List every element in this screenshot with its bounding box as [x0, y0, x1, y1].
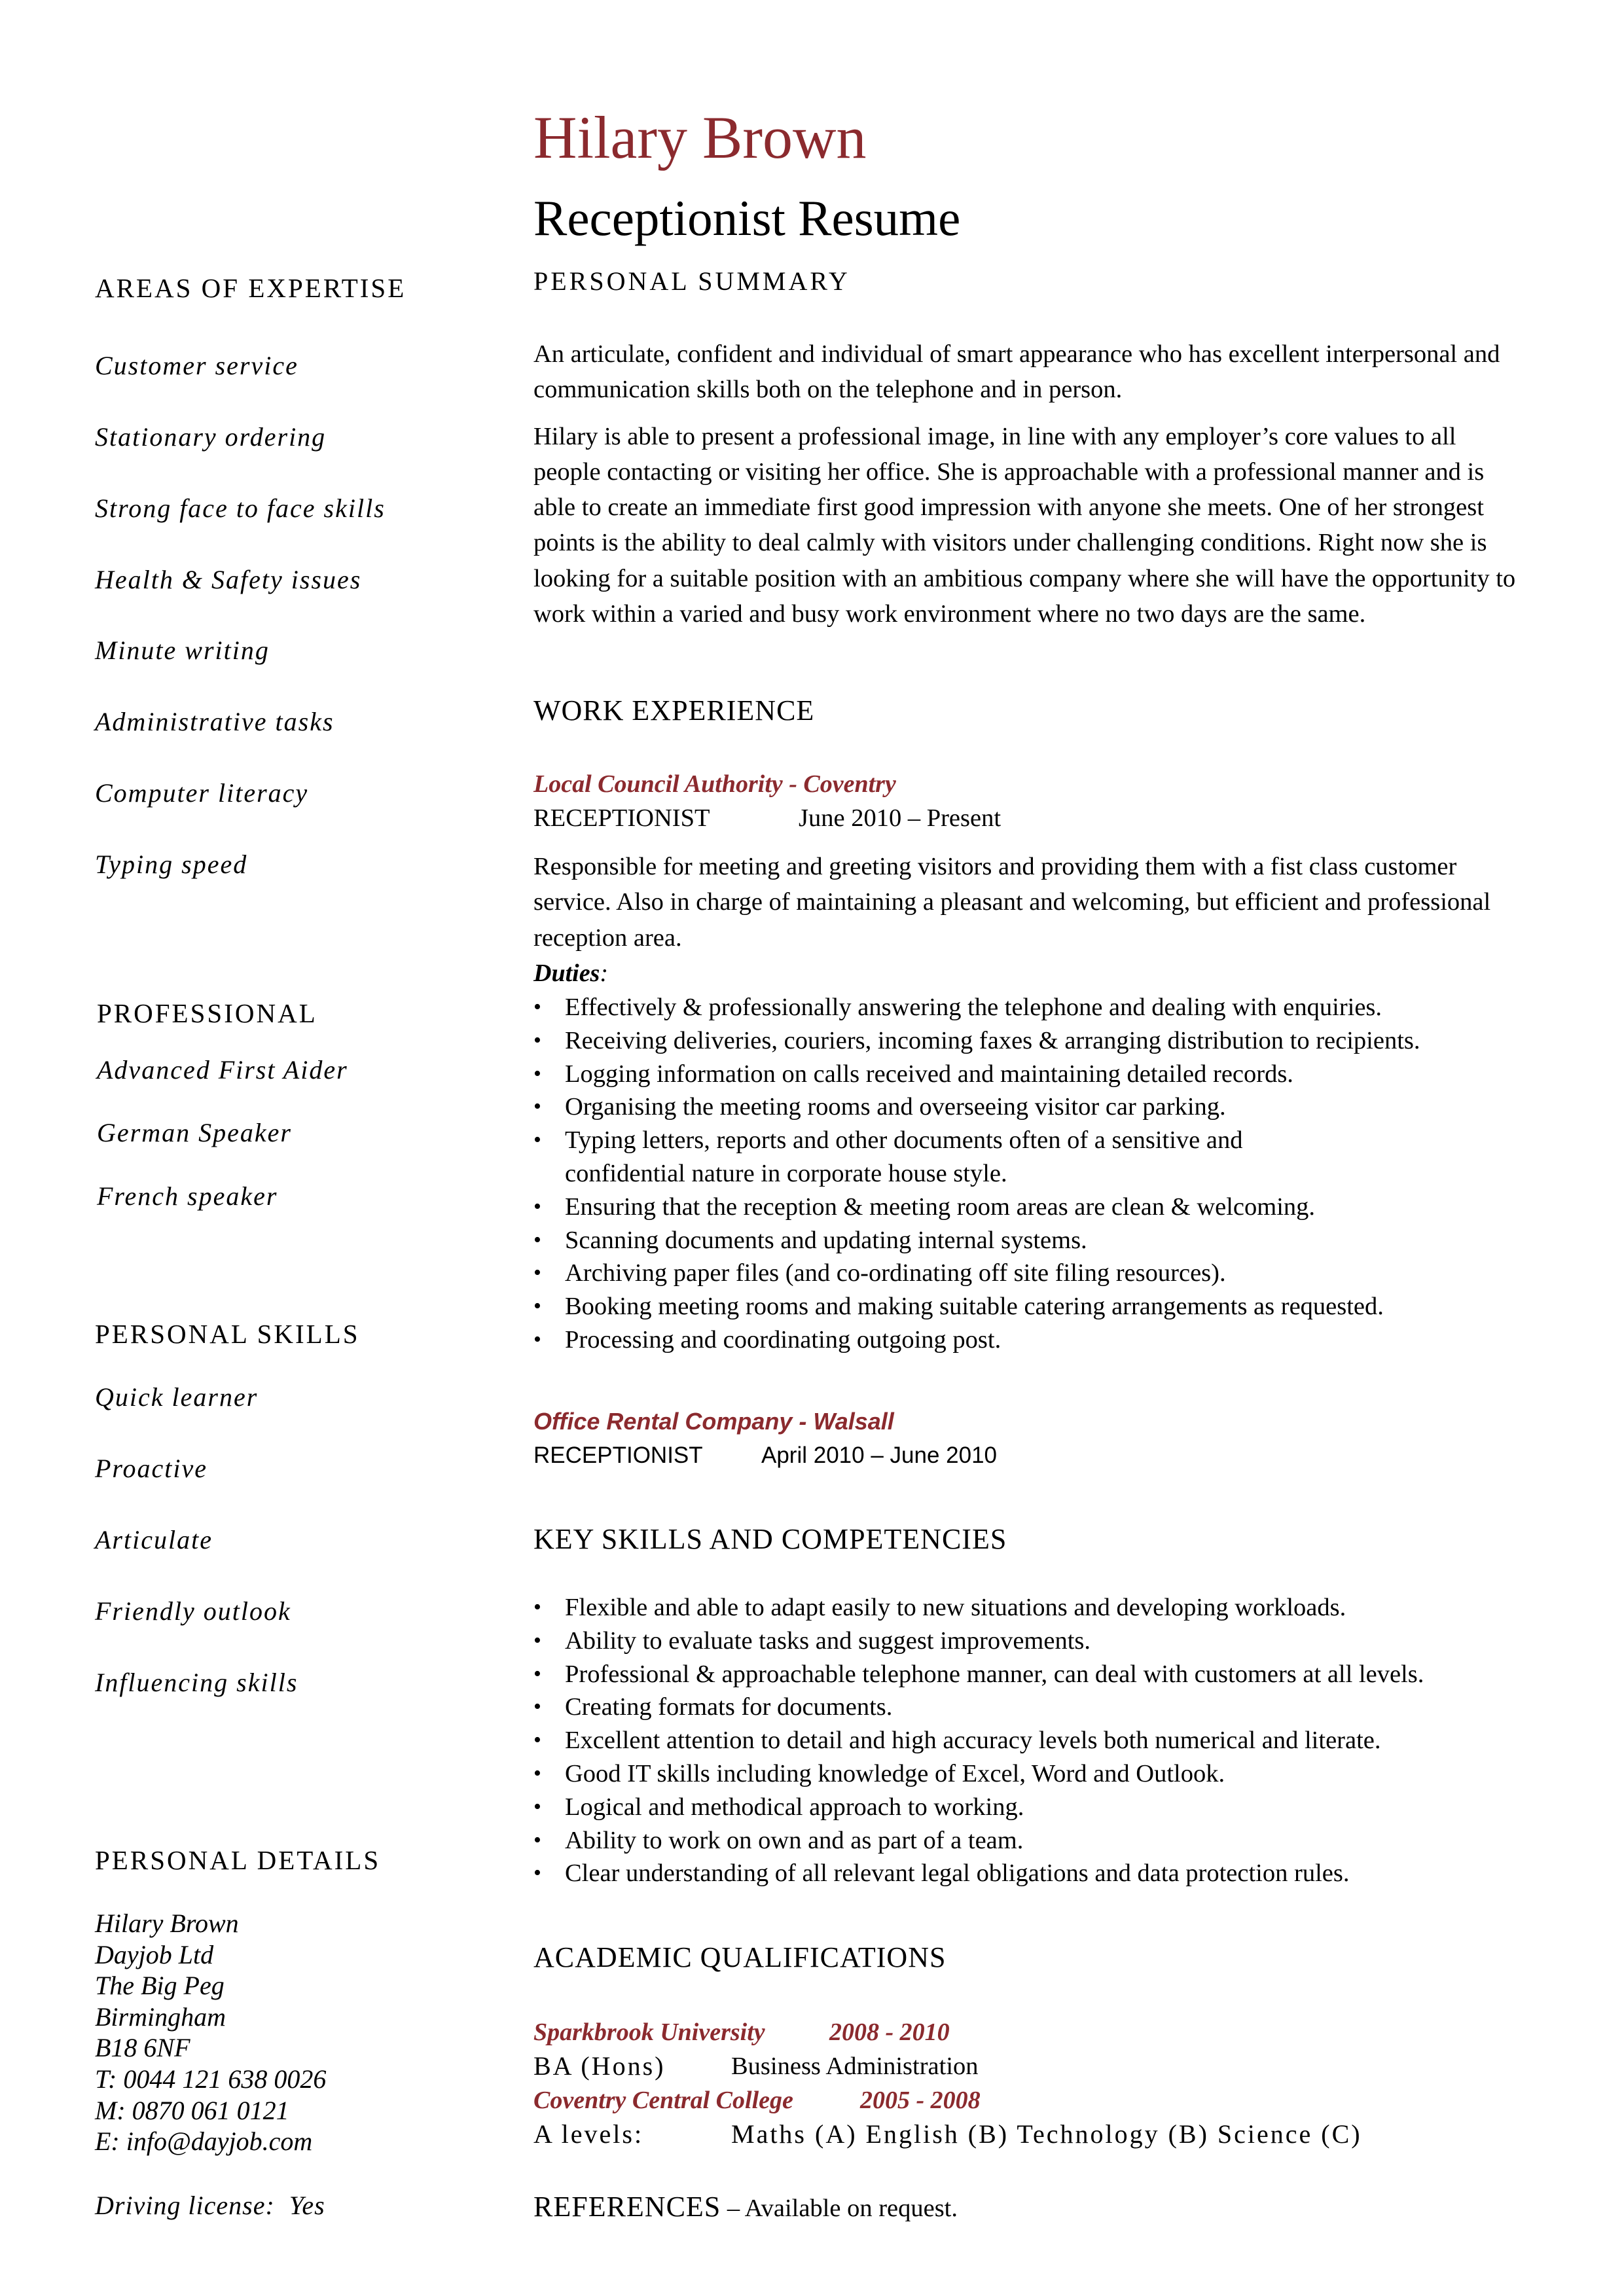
qualification-award: BA (Hons): [533, 2051, 666, 2081]
expertise-item: Customer service: [95, 351, 298, 380]
summary-paragraph: Hilary is able to present a professional image, in line with any employer’s core values to all people contacting or visiting her office. She is approachable with a professional manner and is able to create an immediate first good impression with anyone she meets. One of her strongest points is the ability to deal calmly with visitors under challenging conditions. Right now she is looking for a suitable position with an ambitious company where she will have the opportunity to work within a varied and busy work environment where no two days are the same.: [533, 422, 1516, 628]
duty-item: • Logging information on calls received and maintaining detailed records.: [533, 1058, 1535, 1091]
skill-item: • Ability to work on own and as part of a team.: [533, 1824, 1535, 1857]
duties-label-text: Duties: [533, 960, 600, 987]
contact-company: Dayjob Ltd: [95, 1939, 214, 1969]
driving-license: Driving license: Yes: [95, 2191, 325, 2220]
references-text: – Available on request.: [721, 2195, 958, 2222]
expertise-item: Typing speed: [95, 850, 248, 879]
contact-address-line: The Big Peg: [95, 1971, 225, 2001]
professional-item: German Speaker: [97, 1118, 292, 1147]
duty-item: • Organising the meeting rooms and overseeing visitor car parking.: [533, 1090, 1535, 1124]
employer-name: Office Rental Company - Walsall: [533, 1408, 894, 1435]
duties-label-colon: :: [600, 960, 609, 987]
expertise-item: Minute writing: [95, 636, 270, 665]
personal-skill-item: Proactive: [95, 1454, 208, 1483]
expertise-item: Stationary ordering: [95, 422, 327, 452]
duty-item: • Processing and coordinating outgoing post.: [533, 1323, 1535, 1357]
expertise-item: Computer literacy: [95, 778, 309, 808]
personal-skill-item: Quick learner: [95, 1382, 259, 1412]
skill-item: • Flexible and able to adapt easily to new situations and developing workloads.: [533, 1591, 1535, 1624]
references: [533, 2189, 958, 2227]
qualification-subject: Maths (A) English (B) Technology (B) Science (C): [731, 2119, 1362, 2149]
institution-name: Coventry Central College: [533, 2087, 793, 2114]
institution-name: Sparkbrook University: [533, 2018, 765, 2046]
key-skills-heading: KEY SKILLS AND COMPETENCIES: [533, 1523, 1007, 1555]
skill-item: • Excellent attention to detail and high accuracy levels both numerical and literate.: [533, 1724, 1535, 1757]
qualification-award: A levels:: [533, 2119, 644, 2149]
candidate-name: Hilary Brown: [533, 104, 867, 171]
duties-label: [533, 957, 608, 990]
key-skills-list: [533, 1591, 1535, 1890]
personal-skill-item: Articulate: [95, 1525, 213, 1554]
work-experience-heading: WORK EXPERIENCE: [533, 694, 815, 726]
contact-email: E: info@dayjob.com: [95, 2126, 313, 2157]
skill-item: • Ability to evaluate tasks and suggest improvements.: [533, 1624, 1535, 1658]
contact-mobile: M: 0870 061 0121: [95, 2095, 289, 2125]
skill-item: • Clear understanding of all relevant legal obligations and data protection rules.: [533, 1857, 1535, 1890]
qualification-years: 2005 - 2008: [860, 2087, 981, 2114]
duty-item: • Archiving paper files (and co-ordinating off site filing resources).: [533, 1257, 1535, 1290]
qualification-years: 2008 - 2010: [829, 2018, 950, 2046]
job-description: Responsible for meeting and greeting visitors and providing them with a fist class customer service. Also in charge of maintaining a pleasant and welcoming, but efficient and professional reception area.: [533, 853, 1491, 952]
duty-item: • Scanning documents and updating internal systems.: [533, 1224, 1535, 1257]
skill-item: • Creating formats for documents.: [533, 1691, 1535, 1724]
personal-skill-item: Influencing skills: [95, 1668, 298, 1697]
qualification-subject: Business Administration: [731, 2053, 979, 2080]
job-title: RECEPTIONIST: [533, 1443, 703, 1468]
personal-skill-item: Friendly outlook: [95, 1596, 291, 1626]
expertise-item: Strong face to face skills: [95, 493, 386, 523]
contact-details: [95, 1908, 326, 2157]
personal-details-heading: PERSONAL DETAILS: [95, 1845, 381, 1875]
resume-title: Receptionist Resume: [533, 190, 961, 246]
duty-item: • Booking meeting rooms and making suitable catering arrangements as requested.: [533, 1290, 1535, 1323]
expertise-heading: AREAS OF EXPERTISE: [95, 273, 406, 303]
job-title: RECEPTIONIST: [533, 804, 710, 832]
summary-paragraph: An articulate, confident and individual of smart appearance who has excellent interpersonal and communication skills both on the telephone and in person.: [533, 340, 1500, 404]
skill-item: • Good IT skills including knowledge of Excel, Word and Outlook.: [533, 1757, 1535, 1791]
duty-item: • Typing letters, reports and other documents often of a sensitive and confidential nature in corporate house style.: [533, 1124, 1350, 1191]
duty-item: • Receiving deliveries, couriers, incoming faxes & arranging distribution to recipients.: [533, 1024, 1535, 1058]
academic-heading: ACADEMIC QUALIFICATIONS: [533, 1941, 947, 1973]
contact-city: Birmingham: [95, 2001, 226, 2032]
contact-name: Hilary Brown: [95, 1909, 239, 1938]
skill-item: • Professional & approachable telephone manner, can deal with customers at all levels.: [533, 1658, 1535, 1691]
contact-telephone: T: 0044 121 638 0026: [95, 2064, 327, 2094]
personal-skills-heading: PERSONAL SKILLS: [95, 1319, 360, 1349]
personal-summary-heading: PERSONAL SUMMARY: [533, 266, 850, 296]
professional-item: Advanced First Aider: [97, 1055, 348, 1085]
job-dates: April 2010 – June 2010: [761, 1443, 997, 1468]
expertise-item: Health & Safety issues: [95, 565, 362, 594]
expertise-item: Administrative tasks: [95, 707, 334, 736]
duties-list: [533, 991, 1535, 1357]
skill-item: • Logical and methodical approach to working.: [533, 1791, 1535, 1824]
professional-heading: PROFESSIONAL: [97, 998, 317, 1028]
employer-name: Local Council Authority - Coventry: [533, 770, 896, 798]
duty-item: • Ensuring that the reception & meeting room areas are clean & welcoming.: [533, 1191, 1535, 1224]
references-heading: REFERENCES: [533, 2191, 721, 2223]
job-dates: June 2010 – Present: [799, 804, 1001, 832]
contact-postcode: B18 6NF: [95, 2033, 190, 2063]
duty-item: • Effectively & professionally answering the telephone and dealing with enquiries.: [533, 991, 1535, 1024]
professional-item: French speaker: [97, 1181, 278, 1211]
personal-summary: [533, 336, 1528, 632]
